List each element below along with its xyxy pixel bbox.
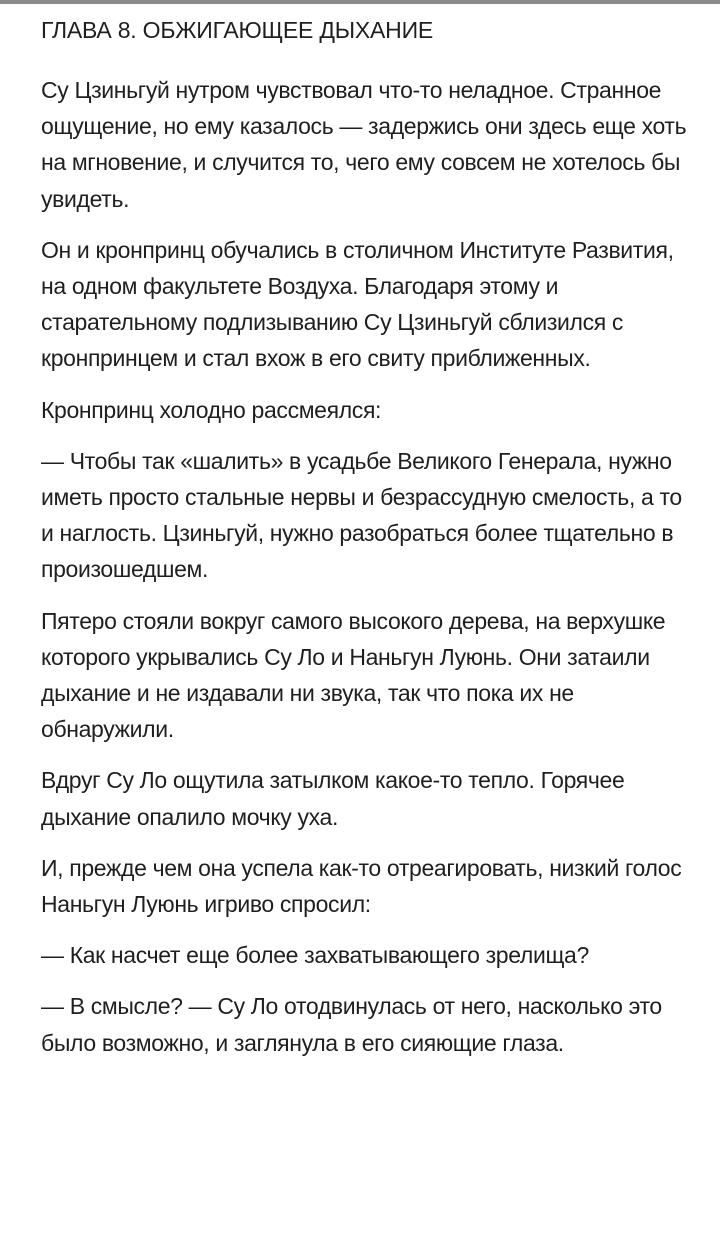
paragraph: — В смысле? — Су Ло отодвинулась от него, насколько это было возможно, и заглянула в его сияющие глаза. [41,993,662,1056]
paragraph: Кронпринц холодно рассмеялся: [41,396,382,423]
paragraph: Пятеро стояли вокруг самого высокого дерева, на верхушке которого укрывались Су Ло и Наньгун Луюнь. Они затаили дыхание и не издавали ни звука, так что пока их не обнаружили. [41,607,666,743]
paragraph: И, прежде чем она успела как-то отреагировать, низкий голос Наньгун Луюнь игриво спросил: [41,854,682,918]
paragraph: Вдруг Су Ло ощутила затылком какое-то тепло. Горячее дыхание опалило мочку уха. [41,767,625,830]
top-divider [0,0,720,4]
paragraph: — Как насчет еще более захватывающего зрелища? [41,942,589,969]
reader-content[interactable] [41,14,691,1076]
chapter-title: ГЛАВА 8. ОБЖИГАЮЩЕЕ ДЫХАНИЕ [41,17,434,43]
paragraph: Он и кронпринц обучались в столичном Институте Развития, на одном факультете Воздуха. Благодаря этому и старательному подлизыванию Су Цзиньгуй сблизился с кронпринцем и стал вхож в его свиту приближенных. [41,236,674,372]
paragraph: — Чтобы так «шалить» в усадьбе Великого Генерала, нужно иметь просто стальные нервы и безрассудную смелость, а то и наглость. Цзиньгуй, нужно разобраться более тщательно в произошедшем. [41,447,682,583]
paragraph: Су Цзиньгуй нутром чувствовал что-то неладное. Странное ощущение, но ему казалось — задержись они здесь еще хоть на мгновение, и случится то, чего ему совсем не хотелось бы увидеть. [41,77,687,212]
